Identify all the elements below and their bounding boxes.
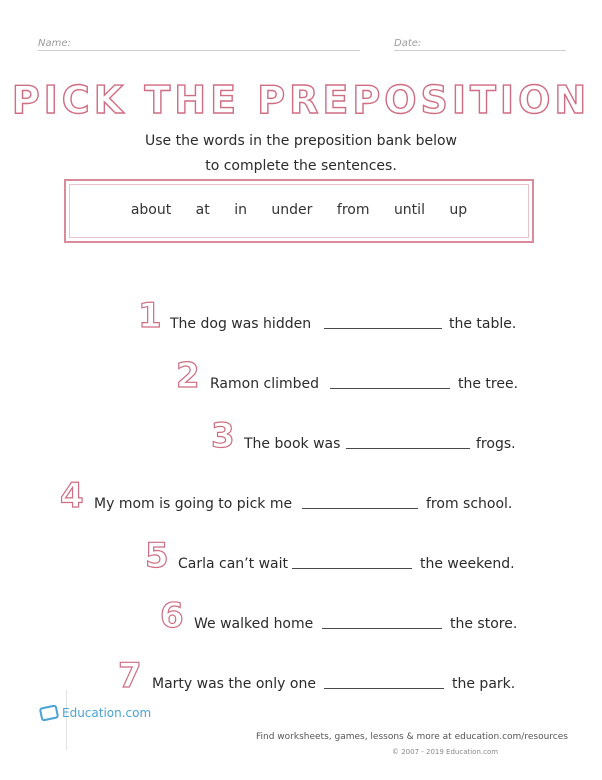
question-5 (0, 532, 602, 576)
answer-blank[interactable] (324, 688, 444, 689)
question-text-before: My mom is going to pick me (94, 496, 293, 512)
question-6 (0, 592, 602, 636)
footer-rule (66, 690, 67, 750)
question-text-after: frogs. (476, 436, 516, 452)
question-text-before: Marty was the only one (152, 676, 316, 692)
answer-blank[interactable] (324, 328, 442, 329)
question-text-before: Ramon climbed (210, 376, 320, 392)
answer-blank[interactable] (302, 508, 418, 509)
name-label: Name: (38, 38, 71, 49)
question-2 (0, 352, 602, 396)
question-text-before: We walked home (194, 616, 314, 632)
question-text-after: the tree. (458, 376, 519, 392)
question-number: 5 (145, 536, 169, 576)
answer-blank[interactable] (346, 448, 470, 449)
question-text-before: Carla can’t wait (178, 556, 288, 572)
question-number: 7 (118, 656, 142, 696)
question-text-after: the table. (449, 316, 517, 332)
footer-copyright: © 2007 - 2019 Education.com (392, 748, 499, 756)
bank-word: up (449, 202, 468, 218)
preposition-bank (64, 179, 534, 243)
name-line (38, 50, 360, 51)
question-text-after: the weekend. (420, 556, 515, 572)
bank-word: at (195, 202, 210, 218)
date-line (394, 50, 566, 51)
question-number: 6 (160, 596, 184, 636)
answer-blank[interactable] (330, 388, 450, 389)
bank-word: about (130, 202, 172, 218)
question-number: 1 (138, 296, 162, 336)
question-text-after: the park. (452, 676, 516, 692)
bank-word: until (393, 202, 425, 218)
pencil-icon (39, 704, 60, 721)
date-label: Date: (394, 38, 422, 49)
instructions (0, 129, 602, 179)
question-1 (0, 292, 602, 336)
bank-word: under (271, 202, 313, 218)
question-text-before: The dog was hidden (170, 316, 312, 332)
instructions-line-2: to complete the sentences. (205, 158, 397, 174)
answer-blank[interactable] (292, 568, 412, 569)
question-7 (0, 652, 602, 696)
question-number: 4 (60, 476, 84, 516)
page-title: PICK THE PREPOSITION (11, 78, 591, 122)
question-number: 3 (211, 416, 235, 456)
question-text-before: The book was (244, 436, 341, 452)
question-4 (0, 472, 602, 516)
footer-tagline: Find worksheets, games, lessons & more at education.com/resources (256, 732, 568, 742)
instructions-line-1: Use the words in the preposition bank below (145, 133, 457, 149)
bank-word: in (234, 202, 247, 218)
question-number: 2 (176, 356, 200, 396)
question-text-after: the store. (450, 616, 518, 632)
question-3 (0, 412, 602, 456)
question-text-after: from school. (426, 496, 513, 512)
logo-text: Education.com (62, 706, 152, 720)
answer-blank[interactable] (322, 628, 442, 629)
education-logo[interactable] (40, 706, 151, 720)
bank-word: from (336, 202, 370, 218)
preposition-bank-words (66, 202, 532, 218)
